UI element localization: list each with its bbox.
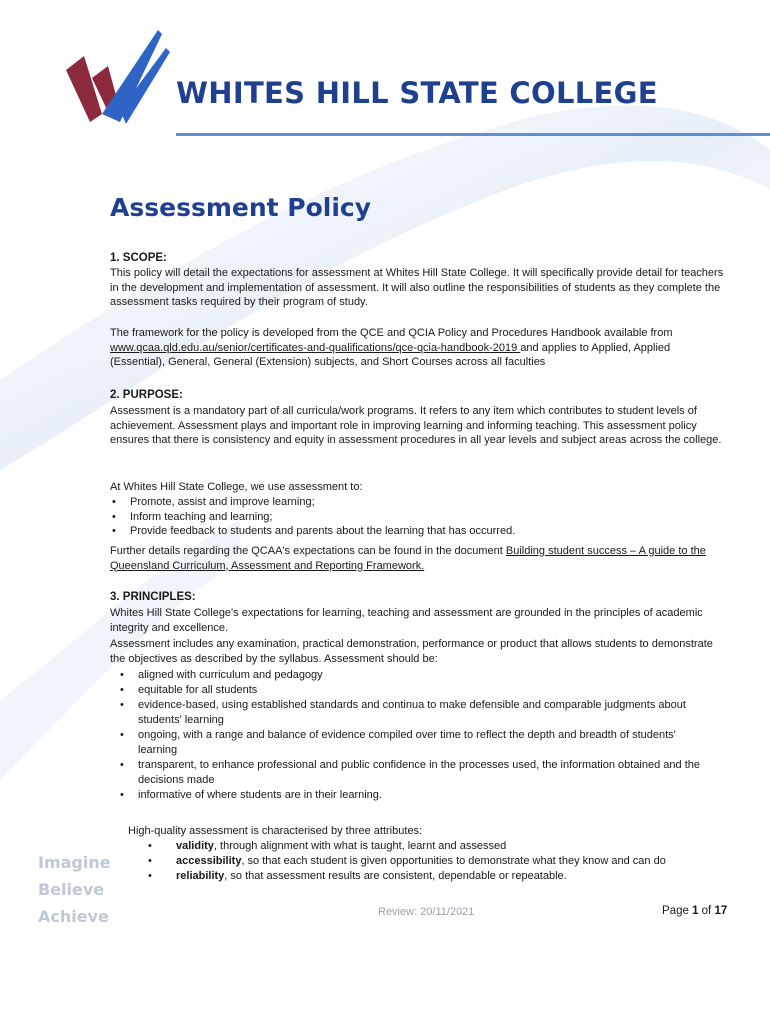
high-quality-intro: High-quality assessment is characterised by three attributes: [128,825,423,837]
list-item: • informative of where students are in their learning. [110,788,710,803]
scope-framework-paragraph [110,326,728,370]
attribute-term: accessibility [176,855,242,867]
framework-text-after: and applies to Applied, Applied (Essential), General, General (Extension) subjects, and Short Courses across all faculties [110,341,671,369]
review-date: Review: 20/11/2021 [378,906,475,918]
principles-heading: 3. PRINCIPLES: [110,591,196,603]
attribute-reliability [128,869,688,884]
attribute-term: reliability [176,870,225,882]
list-item: • transparent, to enhance professional and public confidence in the processes used, the information obtained and the decisions made [110,758,710,788]
college-name: WHITES HILL STATE COLLEGE [176,76,658,110]
header-rule [176,133,770,136]
purpose-intro: At Whites Hill State College, we use assessment to: [110,481,363,493]
page-total: 17 [714,905,728,917]
scope-paragraph: This policy will detail the expectations for assessment at Whites Hill State College. It will specifically provide detail for teachers in the development and implementation of assessment. It will also outline the responsibilities of students as they complete the assessment tasks required by their program of study. [110,267,724,309]
building-student-success-link[interactable]: Building student success – A guide to the Queensland Curriculum, Assessment and Reporting Framework. [110,545,706,572]
attribute-desc: , through alignment with what is taught, learnt and assessed [213,840,507,852]
page-current: 1 [692,905,699,917]
list-item: • ongoing, with a range and balance of evidence compiled over time to reflect the depth and breadth of students' learning [110,728,710,758]
framework-text: The framework for the policy is developed from the QCE and QCIA Policy and Procedures Handbook available from [110,327,673,339]
page-label: Page [662,905,693,917]
page-of: of [698,905,715,917]
motto-achieve: Achieve [38,907,109,926]
page-number [662,905,727,917]
motto-believe: Believe [38,880,105,899]
attribute-validity [128,839,688,854]
purpose-heading: 2. PURPOSE: [110,389,183,401]
list-item: • Promote, assist and improve learning; [110,495,728,510]
attribute-term: validity [176,840,214,852]
college-logo [62,26,172,136]
purpose-further-details [110,544,728,573]
list-item: • evidence-based, using established standards and continua to make defensible and comparable judgments about students' learning [110,698,710,728]
purpose-paragraph: Assessment is a mandatory part of all curricula/work programs. It refers to any item which contributes to student levels of achievement. Assessment plays and important role in improving learning and informing teaching. This assessment policy ensures that there is consistency and equity in assessment procedures in all year levels and subject areas across the college. [110,405,722,447]
document-title: Assessment Policy [110,193,372,222]
attribute-desc: , so that assessment results are consistent, dependable or repeatable. [224,870,567,882]
qcaa-handbook-link[interactable]: www.qcaa.qld.edu.au/senior/certificates-and-qualifications/qce-qcia-handbook-2019 [110,341,521,354]
principles-assessment-paragraph: Assessment includes any examination, practical demonstration, performance or product that allows students to demonstrate the objectives as described by the syllabus. Assessment should be: [110,638,713,665]
purpose-bullet-list [110,495,728,539]
attribute-accessibility [128,854,688,869]
list-item: • equitable for all students [110,683,710,698]
further-text: Further details regarding the QCAA's expectations can be found in the document [110,545,506,557]
principles-bullet-list [110,668,710,803]
list-item: • aligned with curriculum and pedagogy [110,668,710,683]
motto-imagine: Imagine [38,853,111,872]
attribute-desc: , so that each student is given opportunities to demonstrate what they know and can do [241,855,666,867]
attributes-list [128,839,688,884]
scope-heading: 1. SCOPE: [110,252,167,264]
principles-paragraph: Whites Hill State College's expectations for learning, teaching and assessment are grounded in the principles of academic integrity and excellence. [110,607,703,634]
list-item: • Provide feedback to students and parents about the learning that has occurred. [110,524,728,539]
list-item: • Inform teaching and learning; [110,510,728,525]
